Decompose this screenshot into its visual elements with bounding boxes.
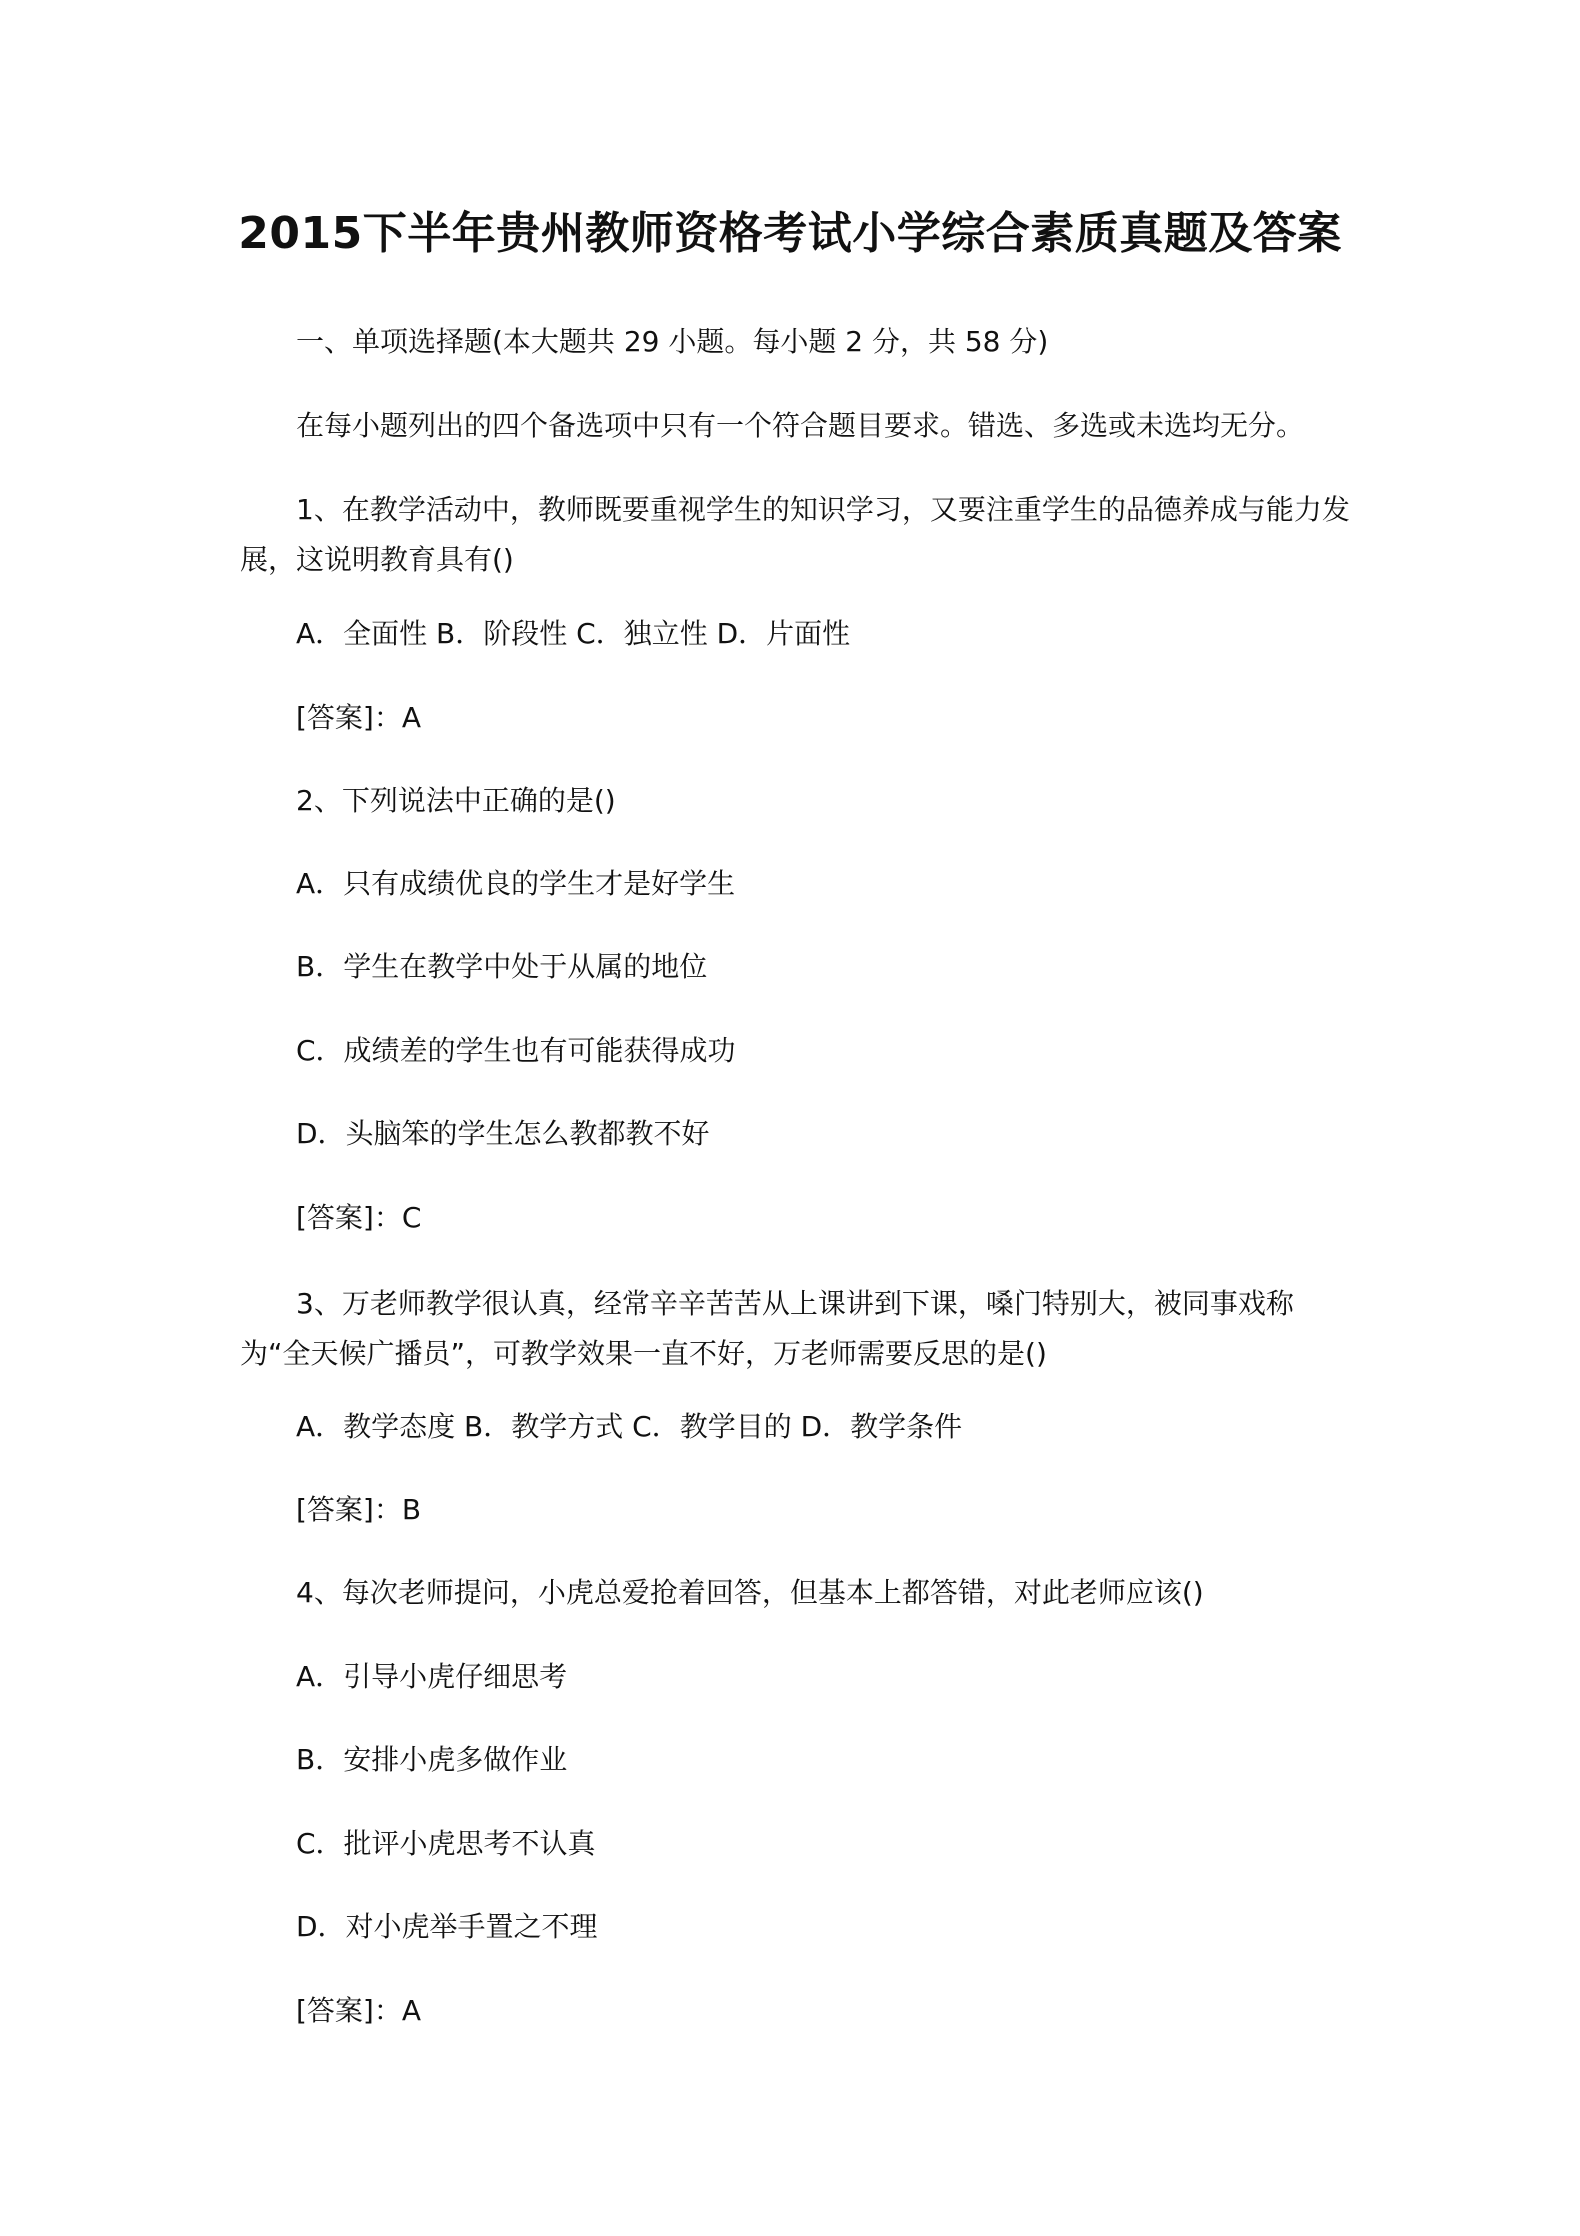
question-4-option-a: A．引导小虎仔细思考 (296, 1660, 568, 1693)
document-title: 2015下半年贵州教师资格考试小学综合素质真题及答案 (238, 208, 1342, 259)
question-3-stem: 3、万老师教学很认真，经常辛辛苦苦从上课讲到下课，嗓门特别大，被同事戏称为“全天候广播员”，可教学效果一直不好，万老师需要反思的是() (240, 1287, 1294, 1370)
question-1-answer: [答案]：A (296, 701, 422, 734)
question-3-answer: [答案]：B (296, 1493, 422, 1526)
question-2-option-c: C．成绩差的学生也有可能获得成功 (296, 1034, 736, 1067)
question-3-options: A．教学态度 B．教学方式 C．教学目的 D．教学条件 (296, 1410, 963, 1443)
section-heading: 一、单项选择题(本大题共 29 小题。每小题 2 分，共 58 分) (296, 325, 1049, 358)
question-2-option-a: A．只有成绩优良的学生才是好学生 (296, 867, 736, 900)
question-4-answer: [答案]：A (296, 1994, 422, 2027)
question-4-option-d: D．对小虎举手置之不理 (296, 1910, 598, 1943)
question-4-option-b: B．安排小虎多做作业 (296, 1743, 568, 1776)
question-2-answer: [答案]：C (296, 1201, 422, 1234)
question-4-option-c: C．批评小虎思考不认真 (296, 1827, 596, 1860)
question-2-option-b: B．学生在教学中处于从属的地位 (296, 950, 708, 983)
question-4-stem: 4、每次老师提问，小虎总爱抢着回答，但基本上都答错，对此老师应该() (296, 1576, 1204, 1609)
question-2-option-d: D．头脑笨的学生怎么教都教不好 (296, 1117, 710, 1150)
instructions: 在每小题列出的四个备选项中只有一个符合题目要求。错选、多选或未选均无分。 (296, 409, 1305, 442)
question-1-options: A．全面性 B．阶段性 C．独立性 D．片面性 (296, 617, 851, 650)
question-1-stem: 1、在教学活动中，教师既要重视学生的知识学习，又要注重学生的品德养成与能力发展，这说明教育具有() (240, 493, 1350, 576)
question-2-stem: 2、下列说法中正确的是() (296, 784, 616, 817)
